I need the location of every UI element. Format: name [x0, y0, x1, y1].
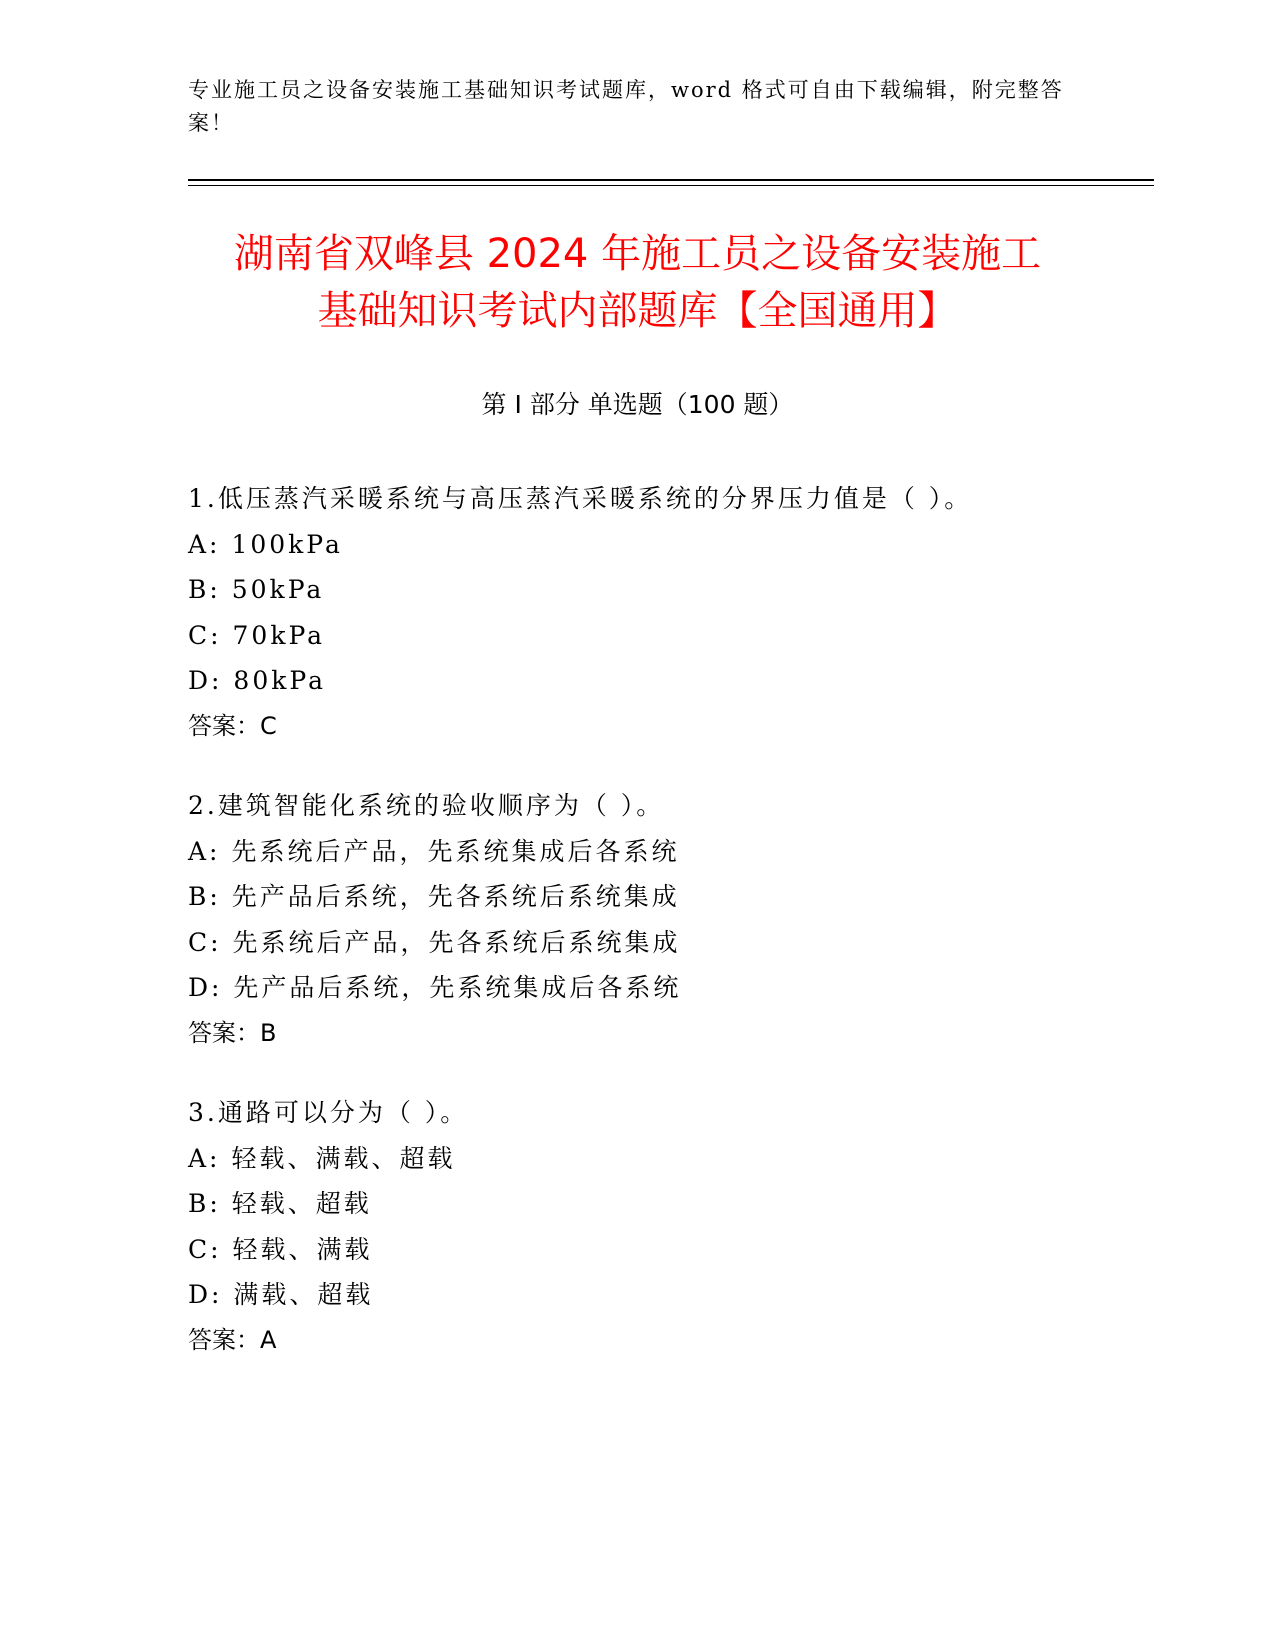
option-a: [188, 522, 1148, 568]
option-letter: B:: [188, 1189, 221, 1218]
question-stem: 1.低压蒸汽采暖系统与高压蒸汽采暖系统的分界压力值是（ ）。: [188, 484, 973, 513]
option-c: [188, 920, 1148, 966]
answer: 答案：A: [188, 1325, 277, 1354]
option-b: [188, 567, 1148, 613]
option-text: 50kPa: [231, 575, 325, 604]
option-d: [188, 965, 1148, 1011]
option-b: [188, 1181, 1148, 1227]
header-rule-thin: [188, 185, 1154, 186]
option-text: 70kPa: [232, 620, 326, 650]
document-title: [150, 226, 1125, 340]
question-stem: 3.通路可以分为（ ）。: [188, 1098, 469, 1127]
option-text: 先系统后产品，先系统集成后各系统: [231, 836, 680, 866]
option-letter: D:: [188, 973, 223, 1002]
option-a: [188, 1136, 1148, 1182]
option-letter: D:: [188, 1280, 223, 1309]
option-letter: B:: [188, 575, 221, 604]
option-text: 100kPa: [231, 529, 343, 559]
option-letter: A:: [188, 836, 221, 866]
question-list: [188, 476, 1148, 1397]
option-text: 轻载、满载: [232, 1234, 373, 1264]
section-heading: 第 I 部分 单选题（100 题）: [481, 390, 794, 419]
option-a: [188, 829, 1148, 875]
option-text: 先系统后产品，先各系统后系统集成: [232, 927, 681, 957]
option-text: 80kPa: [233, 666, 326, 695]
title-line-2: 基础知识考试内部题库【全国通用】: [317, 288, 958, 334]
option-letter: C:: [188, 1234, 222, 1264]
option-text: 轻载、超载: [231, 1189, 372, 1218]
question-1: [188, 476, 1148, 749]
option-letter: A:: [188, 1143, 221, 1173]
option-d: [188, 1272, 1148, 1318]
question-3: [188, 1090, 1148, 1363]
option-text: 先产品后系统，先各系统后系统集成: [231, 882, 680, 911]
option-letter: D:: [188, 666, 223, 695]
option-text: 先产品后系统，先系统集成后各系统: [233, 973, 682, 1002]
option-c: [188, 1227, 1148, 1273]
header-rule-thick: [188, 179, 1154, 181]
question-stem: 2.建筑智能化系统的验收顺序为（ ）。: [188, 791, 665, 820]
title-line-1: 湖南省双峰县 2024 年施工员之设备安装施工: [233, 231, 1042, 277]
option-letter: C:: [188, 620, 222, 650]
option-text: 满载、超载: [233, 1280, 374, 1309]
option-letter: B:: [188, 882, 221, 911]
option-b: [188, 874, 1148, 920]
option-letter: A:: [188, 529, 221, 559]
option-c: [188, 613, 1148, 659]
header-note: 专业施工员之设备安装施工基础知识考试题库，word 格式可自由下载编辑，附完整答案！: [188, 78, 1064, 135]
option-letter: C:: [188, 927, 222, 957]
option-text: 轻载、满载、超载: [231, 1143, 456, 1173]
answer: 答案：C: [188, 711, 277, 740]
answer: 答案：B: [188, 1018, 277, 1047]
option-d: [188, 658, 1148, 704]
question-2: [188, 783, 1148, 1056]
